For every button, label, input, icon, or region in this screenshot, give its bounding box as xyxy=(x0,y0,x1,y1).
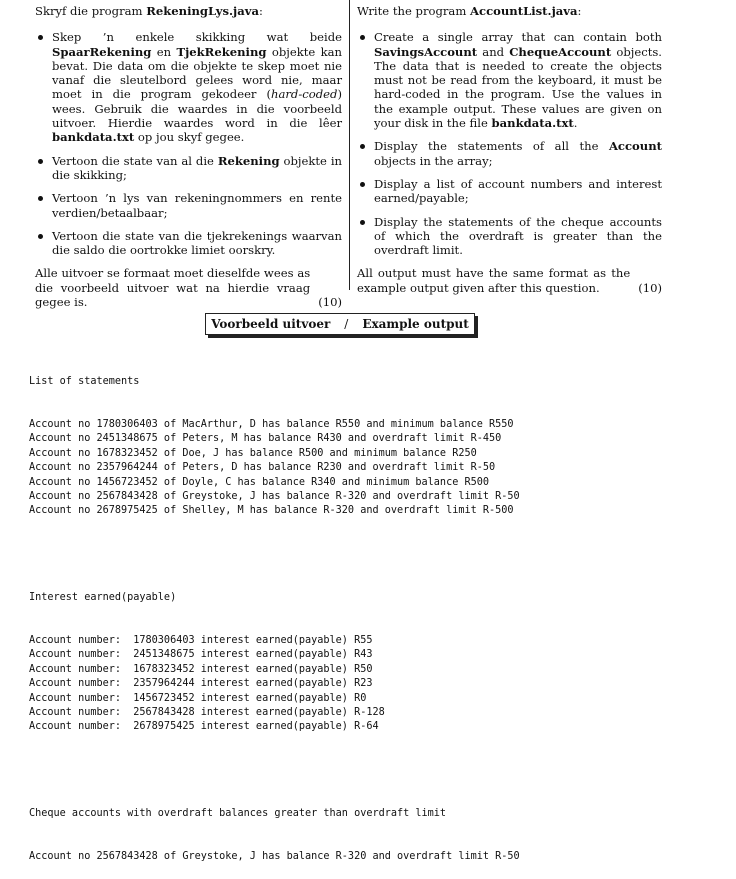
banner-afrikaans-label: Voorbeeld uitvoer xyxy=(211,317,331,331)
text-run: op jou skyf gegee. xyxy=(134,130,245,145)
text-run: objekte in die skikking; xyxy=(52,153,342,182)
bold-term: TjekRekening xyxy=(176,44,267,59)
bold-term: bankdata.txt xyxy=(491,116,574,131)
english-intro xyxy=(357,4,662,18)
english-question-column xyxy=(357,0,662,295)
bold-term: SavingsAccount xyxy=(374,44,478,59)
bold-term: SpaarRekening xyxy=(52,44,152,59)
banner-english-label: Example output xyxy=(362,317,469,331)
bold-term: Account xyxy=(608,139,662,154)
text-run: Vertoon die state van al die xyxy=(52,153,218,168)
output-line: Account number: 2451348675 interest earned(payable) R43 xyxy=(29,649,373,661)
afrikaans-bullet-3 xyxy=(35,191,342,220)
banner-separator: / xyxy=(344,317,349,331)
text-run: en xyxy=(151,44,177,59)
afrikaans-question-column xyxy=(35,0,342,309)
output-line: Account number: 1456723452 interest earned(payable) R0 xyxy=(29,692,367,704)
text-run: objects. The data that is needed to create the objects must not be read from the keyboard, it must be hard-coded in the program. Use the values in the example output. These values are given on your disk in the file xyxy=(374,44,662,131)
text-run: objects in the array; xyxy=(374,153,493,168)
english-marks: (10) xyxy=(638,280,662,295)
text-run: Write the program xyxy=(357,4,471,18)
blank-line xyxy=(29,764,729,778)
text-run: : xyxy=(259,4,263,18)
english-bullet-1 xyxy=(357,30,662,130)
output-line: Account no 2678975425 of Shelley, M has balance R-320 and overdraft limit R-500 xyxy=(29,505,514,517)
output-line: Account no 2567843428 of Greystoke, J has balance R-320 and overdraft limit R-50 xyxy=(29,490,520,502)
column-divider xyxy=(349,0,350,290)
afrikaans-bullet-1 xyxy=(35,30,342,144)
afrikaans-marks: (10) xyxy=(318,295,342,310)
english-bullet-2 xyxy=(357,139,662,168)
output-line: Account number: 1780306403 interest earned(payable) R55 xyxy=(29,634,373,646)
text-run: Create a single array that can contain both xyxy=(374,30,662,45)
output-line: Account no 2357964244 of Peters, D has balance R230 and overdraft limit R-50 xyxy=(29,462,496,474)
text-run: ) wees. Gebruik die waardes in die voorbeeld uitvoer. Hierdie waardes word in die lêer xyxy=(52,87,342,131)
output-line: Account number: 2678975425 interest earned(payable) R-64 xyxy=(29,721,379,733)
interest-header: Interest earned(payable) xyxy=(29,591,177,603)
text-run: Vertoon die state van die tjekrekenings waarvan die saldo die oortrokke limiet oorskry. xyxy=(52,228,342,258)
example-output-listing xyxy=(29,346,729,879)
output-line: Account no 1456723452 of Doyle, C has balance R340 and minimum balance R500 xyxy=(29,476,490,488)
english-bullet-3 xyxy=(357,177,662,206)
bold-term: ChequeAccount xyxy=(509,44,612,59)
output-line: Account number: 2567843428 interest earned(payable) R-128 xyxy=(29,706,385,718)
afrikaans-bullet-2 xyxy=(35,154,342,183)
interest-list xyxy=(29,634,729,735)
english-bullet-4 xyxy=(357,215,662,258)
output-line: Account no 2567843428 of Greystoke, J has balance R-320 and overdraft limit R-50 xyxy=(29,850,520,862)
text-run: : xyxy=(577,4,582,18)
blank-line xyxy=(29,548,729,562)
text-run: Vertoon ’n lys van rekeningnommers en rente verdien/betaalbaar; xyxy=(52,191,342,220)
text-run: Display the statements of the cheque accounts of which the overdraft is greater than the overdraft limit. xyxy=(374,214,662,258)
afrikaans-closing-text: Alle uitvoer se formaat moet dieselfde wees as die voorbeeld uitvoer wat na hierdie vraag gegee is. xyxy=(35,266,311,310)
output-line: Account number: 2357964244 interest earned(payable) R23 xyxy=(29,678,373,690)
english-closing-text: All output must have the same format as the example output given after this question. xyxy=(357,266,631,295)
text-run: and xyxy=(477,44,510,59)
cheque-header: Cheque accounts with overdraft balances greater than overdraft limit xyxy=(29,807,447,819)
text-run: Skep ’n enkele skikking wat beide xyxy=(52,30,342,45)
english-closing xyxy=(357,266,662,295)
output-line: Account number: 1678323452 interest earned(payable) R50 xyxy=(29,663,373,675)
bold-term: Rekening xyxy=(217,153,280,168)
text-run: Display a list of account numbers and interest earned/payable; xyxy=(374,176,662,206)
statements-header: List of statements xyxy=(29,375,140,387)
text-run: Display the statements of all the xyxy=(374,139,609,154)
italic-term: hard-coded xyxy=(271,87,338,102)
afrikaans-bullet-list xyxy=(35,30,342,257)
afrikaans-closing xyxy=(35,266,342,309)
text-run: Skryf die program xyxy=(35,4,147,18)
output-line: Account no 1678323452 of Doe, J has balance R500 and minimum balance R250 xyxy=(29,447,477,459)
output-line: Account no 1780306403 of MacArthur, D has balance R550 and minimum balance R550 xyxy=(29,419,514,431)
text-run: . xyxy=(573,116,578,131)
example-output-banner xyxy=(205,313,475,335)
afrikaans-bullet-4 xyxy=(35,229,342,258)
text-run: objekte kan bevat. Die data om die objekte te skep moet nie vanaf die sleutelbord gelees word nie, maar moet in die program gekodeer ( xyxy=(52,44,342,102)
statements-list xyxy=(29,418,729,519)
afrikaans-intro xyxy=(35,4,342,18)
cheque-list xyxy=(29,850,729,864)
bold-term: bankdata.txt xyxy=(52,130,135,145)
bold-term: RekeningLys.java xyxy=(146,4,260,18)
output-line: Account no 2451348675 of Peters, M has balance R430 and overdraft limit R-450 xyxy=(29,433,502,445)
bold-term: AccountList.java xyxy=(470,4,578,18)
english-bullet-list xyxy=(357,30,662,257)
